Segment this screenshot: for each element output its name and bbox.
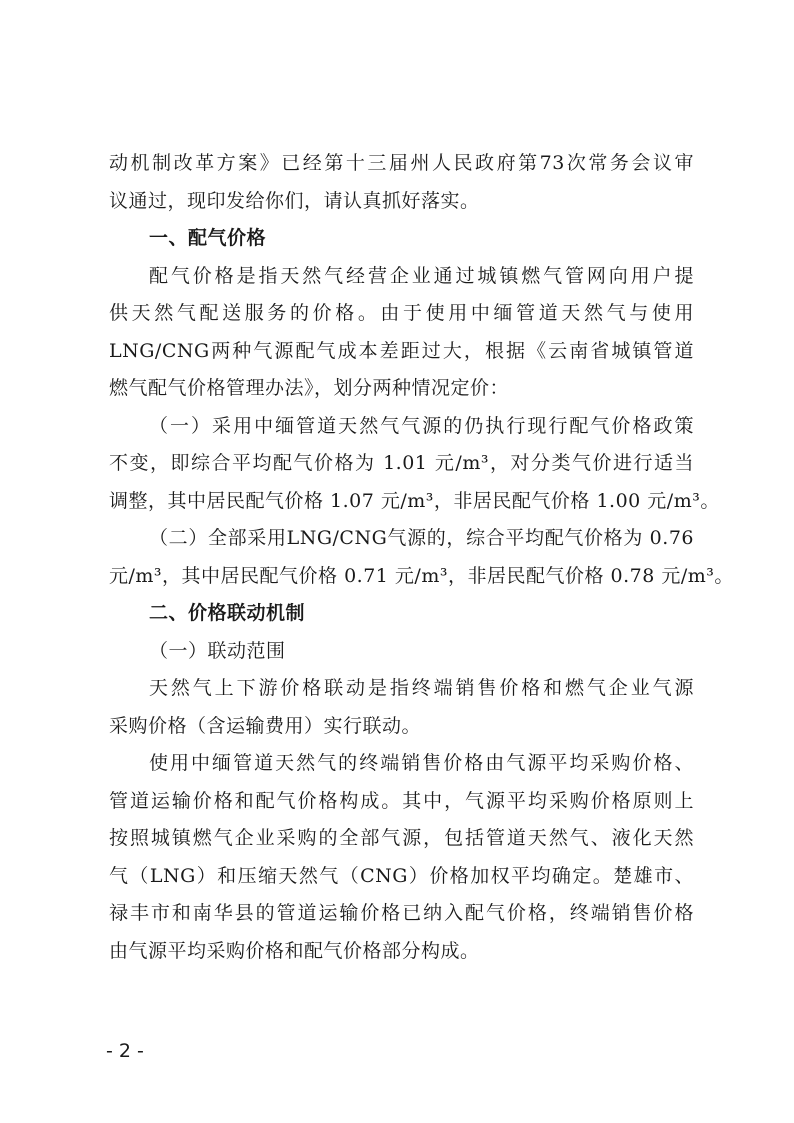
page-number: - 2 - bbox=[106, 1040, 144, 1062]
text-line: 使用中缅管道天然气的终端销售价格由气源平均采购价格、 bbox=[149, 752, 694, 774]
text-line: （二）全部采用LNG/CNG气源的，综合平均配气价格为 0.76 bbox=[149, 527, 694, 549]
text-line: 议通过，现印发给你们，请认真抓好落实。 bbox=[109, 189, 480, 212]
text-line: 燃气配气价格管理办法》，划分两种情况定价： bbox=[109, 377, 510, 399]
text-line: LNG/CNG两种气源配气成本差距过大，根据《云南省城镇管道 bbox=[109, 339, 694, 362]
text-line: 采购价格（含运输费用）实行联动。 bbox=[109, 714, 422, 737]
text-line: 动机制改革方案》已经第十三届州人民政府第73次常务会议审 bbox=[109, 152, 694, 174]
section-heading: 一、配气价格 bbox=[149, 227, 267, 249]
text-line: 元/m³，其中居民配气价格 0.71 元/m³，非居民配气价格 0.78 元/m³。 bbox=[109, 564, 734, 587]
text-line: 管道运输价格和配气价格构成。其中，气源平均采购价格原则上 bbox=[109, 789, 694, 812]
text-line: 配气价格是指天然气经营企业通过城镇燃气管网向用户提 bbox=[149, 264, 694, 287]
text-line: 禄丰市和南华县的管道运输价格已纳入配气价格，终端销售价格 bbox=[109, 902, 694, 924]
text-line: （一）采用中缅管道天然气气源的仍执行现行配气价格政策 bbox=[149, 414, 694, 437]
text-line: 天然气上下游价格联动是指终端销售价格和燃气企业气源 bbox=[149, 677, 694, 699]
text-line: 供天然气配送服务的价格。由于使用中缅管道天然气与使用 bbox=[109, 302, 694, 324]
text-line: （一）联动范围 bbox=[149, 639, 286, 662]
text-line: 由气源平均采购价格和配气价格部分构成。 bbox=[109, 939, 480, 962]
document-body bbox=[109, 145, 734, 970]
text-line: 调整，其中居民配气价格 1.07 元/m³，非居民配气价格 1.00 元/m³。 bbox=[109, 489, 720, 512]
text-line: 按照城镇燃气企业采购的全部气源，包括管道天然气、液化天然 bbox=[109, 827, 694, 849]
text-line: 不变，即综合平均配气价格为 1.01 元/m³，对分类气价进行适当 bbox=[109, 452, 694, 474]
section-heading: 二、价格联动机制 bbox=[149, 602, 306, 624]
text-line: 气（LNG）和压缩天然气（CNG）价格加权平均确定。楚雄市、 bbox=[109, 864, 694, 887]
